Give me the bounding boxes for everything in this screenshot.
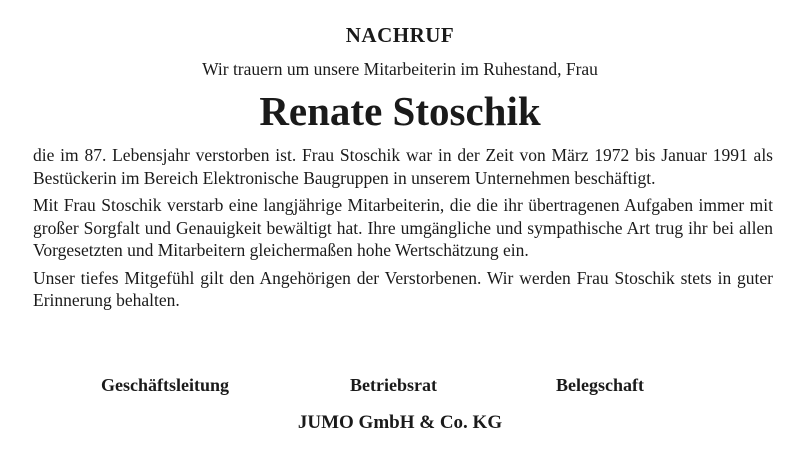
notice-heading: NACHRUF	[345, 23, 455, 47]
obituary-body	[33, 144, 773, 317]
signatory-works-council: Betriebsrat	[350, 375, 437, 395]
signatory-staff: Belegschaft	[556, 375, 644, 395]
signatory-management: Geschäftsleitung	[101, 375, 229, 395]
paragraph-condolence: Unser tiefes Mitgefühl gilt den Angehörigen der Verstorbenen. Wir werden Frau Stoschik stets in guter Erinnerung behalten.	[33, 267, 773, 310]
signatories-row	[0, 375, 800, 405]
paragraph-biography: die im 87. Lebensjahr verstorben ist. Frau Stoschik war in der Zeit von März 1972 bis Januar 1991 als Bestückerin im Bereich Elektronische Baugruppen in unserem Unternehmen beschäftigt.	[33, 145, 773, 188]
deceased-name: Renate Stoschik	[259, 88, 541, 134]
paragraph-tribute: Mit Frau Stoschik verstarb eine langjährige Mitarbeiterin, die die ihr übertragenen Aufgaben immer mit großer Sorgfalt und Genauigkeit bewältigt hat. Ihre umgängliche und sympathische Art trug ihr bei allen Vorgesetzten und Mitarbeitern gleichermaßen hohe Wertschätzung ein.	[33, 195, 773, 260]
company-name: JUMO GmbH & Co. KG	[297, 412, 503, 433]
intro-line: Wir trauern um unsere Mitarbeiterin im Ruhestand, Frau	[202, 59, 598, 79]
